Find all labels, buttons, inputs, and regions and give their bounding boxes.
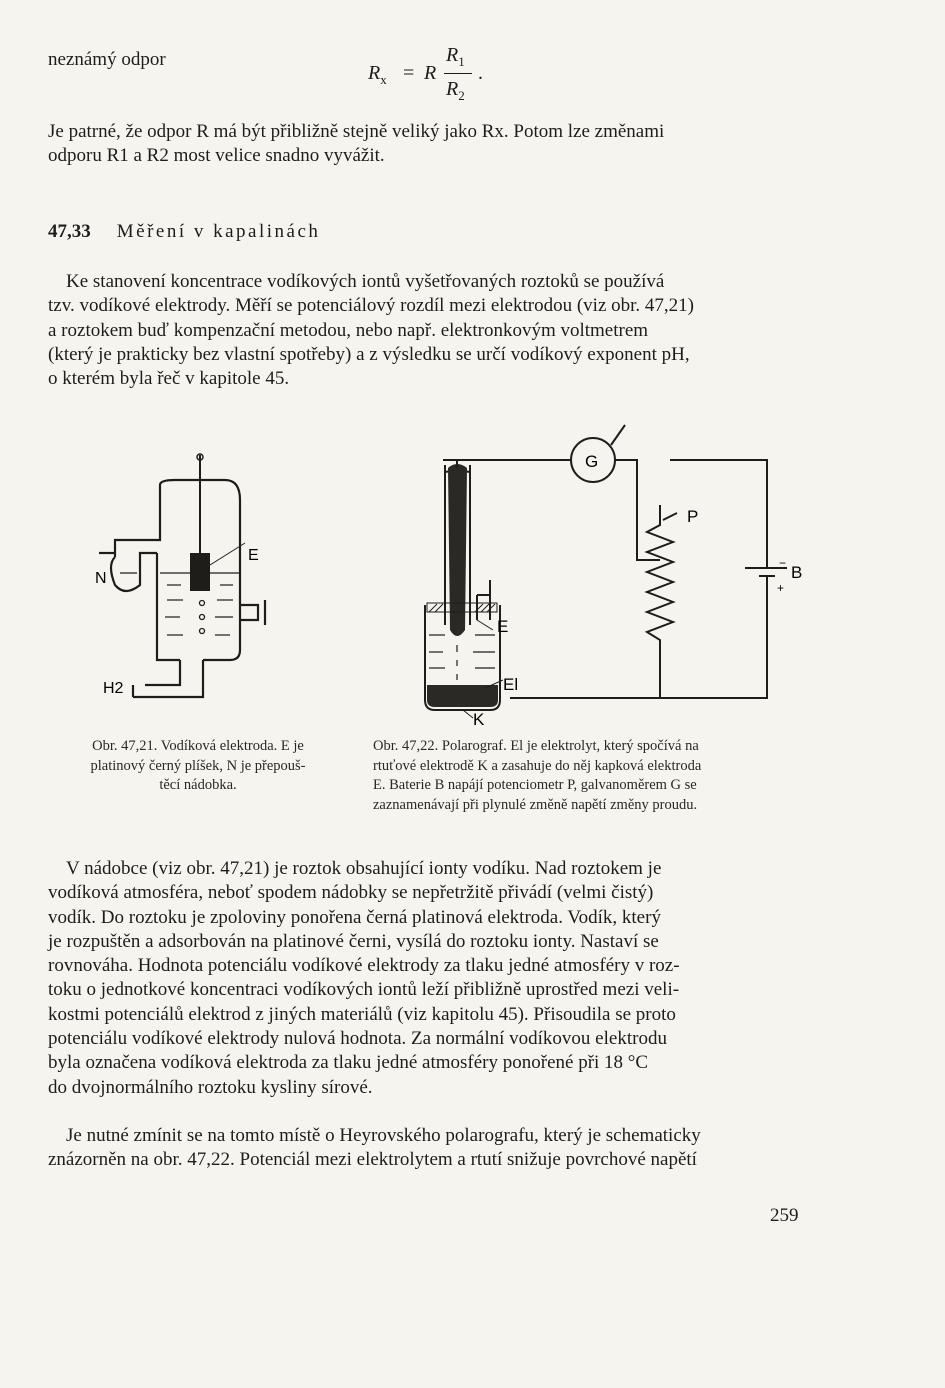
figure-polarograph xyxy=(415,420,815,725)
paragraph-hydrogen-electrodes: Ke stanovení koncentrace vodíkových iontů vyšetřovaných roztoků se používá tzv. vodíkové elektrody. Měří se potenciálový rozdíl mezi elektrodou (viz obr. 47,21) a roztokem buď kompenzační metodou, nebo např. elektronkovým voltmetrem (který je prakticky bez vlastní spotřeby) a z výsledku se určí vodíkový exponent pH, o kterém byla řeč v kapitole 45. xyxy=(48,271,694,390)
label-n: N xyxy=(95,570,107,587)
label-minus: − xyxy=(779,556,787,570)
label-h2: H2 xyxy=(103,680,124,697)
page-number: 259 xyxy=(770,1205,799,1226)
unknown-resistance-label: neznámý odpor xyxy=(48,49,166,70)
label-el: El xyxy=(503,675,519,694)
paragraph-vessel-description: V nádobce (viz obr. 47,21) je roztok obsahující ionty vodíku. Nad roztokem je vodíková atmosféra, neboť spodem nádobky se nepřetržitě přivádí (velmi čistý) vodík. Do roztoku je zpoloviny ponořena černá platinová elektroda. Vodík, který je rozpuštěn a adsorbován na platinové černi, vysílá do roztoku ionty. Nastaví se rovnováha. Hodnota potenciálu vodíkové elektrody za tlaku jedné atmosféry v roz- toku o jednotkové koncentraci vodíkových iontů leží přibližně uprostřed mezi veli- kostmi potenciálů elektrod z jiných materiálů (viz kapitolu 45). Přisoudila se proto potenciálu vodíkové elektrody nulová hodnota. Za normální vodíkovou elektrodu byla označena vodíková elektroda za tlaku jedné atmosféry ponořené při 18 °C do dvojnormálního roztoku kysliny sírové. xyxy=(48,858,680,1098)
label-e: E xyxy=(248,547,259,564)
section-title: Měření v kapalinách xyxy=(116,221,321,242)
section-heading xyxy=(48,221,320,243)
label-p: P xyxy=(687,507,699,526)
caption-figure-47-21: Obr. 47,21. Vodíková elektroda. E je platinový černý plíšek, N je přepouš- těcí nádobka. xyxy=(90,738,306,793)
paragraph-polarograph: Je nutné zmínit se na tomto místě o Heyrovského polarografu, který je schematicky znázorněn na obr. 47,22. Potenciál mezi elektrolytem a rtutí snižuje povrchové napětí xyxy=(48,1125,701,1171)
label-e: E xyxy=(497,617,509,636)
label-plus: + xyxy=(777,581,785,595)
figure-hydrogen-electrode xyxy=(85,445,310,705)
label-k: K xyxy=(473,710,485,725)
label-b: B xyxy=(791,563,803,582)
section-number: 47,33 xyxy=(48,221,91,242)
bridge-paragraph: Je patrné, že odpor R má být přibližně stejně veliký jako Rx. Potom lze změnami odporu R1 a R2 most velice snadno vyvážit. xyxy=(48,121,665,167)
label-g: G xyxy=(585,452,599,471)
resistance-formula: $R_x$ = R $R_1$ $R_2$ . xyxy=(368,44,483,103)
caption-figure-47-22: Obr. 47,22. Polarograf. El je elektrolyt, který spočívá na rtuťové elektrodě K a zasahuje do něj kapková elektroda E. Baterie B napájí potenciometr P, galvanoměrem G se zaznamenávají při plynulé změně napětí změny proudu. xyxy=(373,738,702,813)
